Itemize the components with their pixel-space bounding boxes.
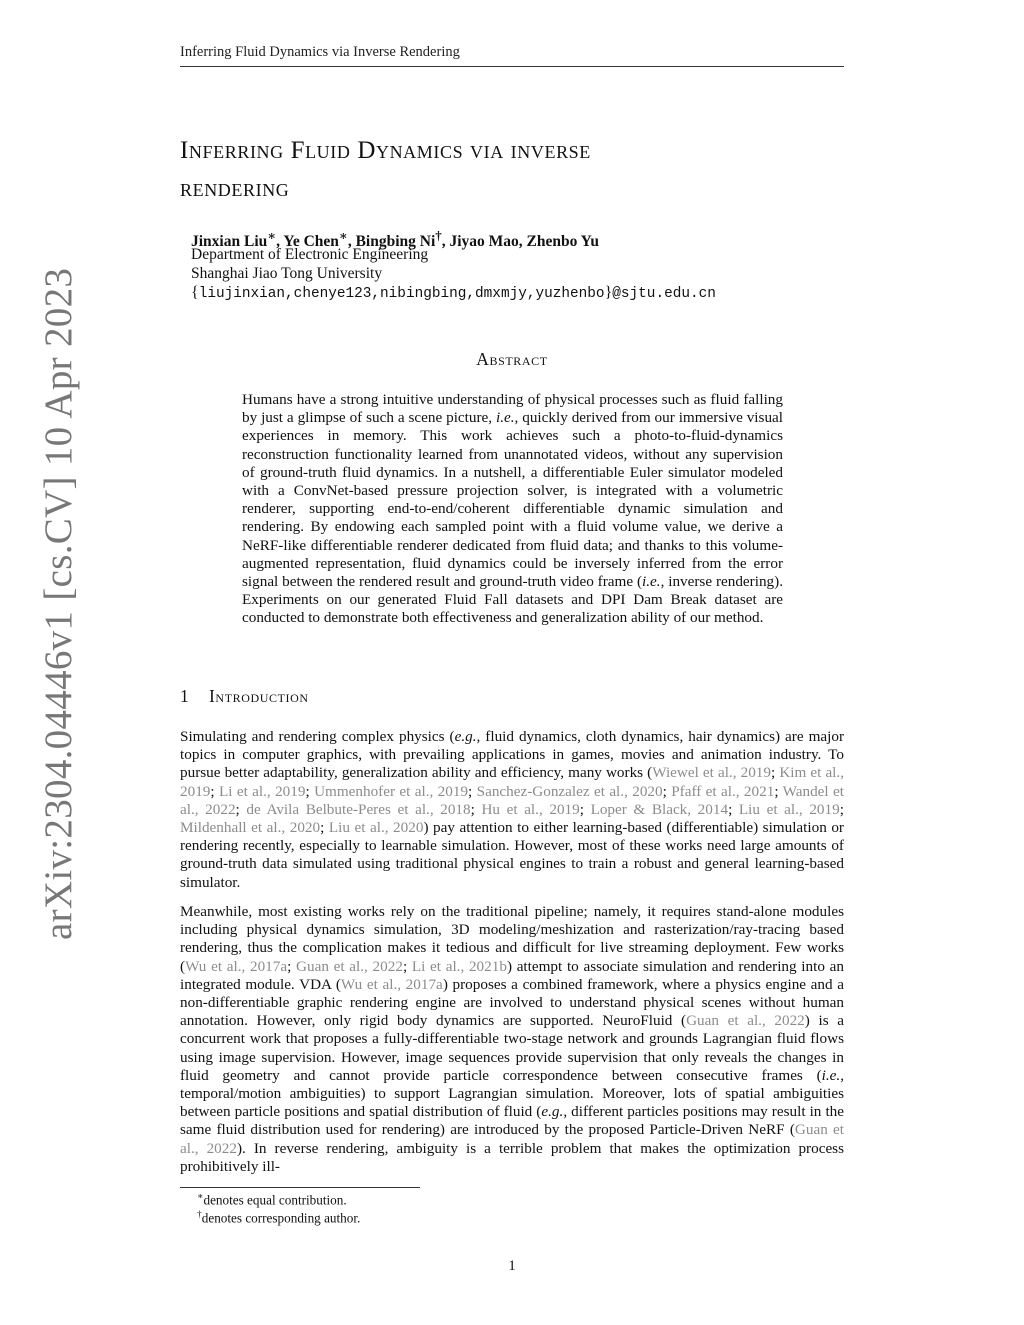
body-text: , temporal/motion ambiguities) to support Lagrangian simulation. Moreover, lots of spatial ambiguities between particle positions and spatial distribution of fluid ( [180, 1066, 844, 1121]
section-number: 1 [180, 686, 190, 706]
author-2: Ye Chen [283, 233, 339, 251]
citation-separator: ; [235, 800, 247, 818]
header-rule [180, 66, 844, 67]
citation-separator: ; [402, 957, 412, 975]
citation-link[interactable]: Guan et al., 2022 [180, 1121, 845, 1157]
brace-close: } [604, 284, 613, 301]
section-title: Introduction [209, 686, 309, 706]
citation-separator: ; [728, 800, 739, 818]
body-italic: i.e. [821, 1066, 841, 1084]
citation-separator: ; [210, 782, 219, 800]
body-text: Simulating and rendering complex physics ( [180, 728, 455, 745]
citation-separator: ; [468, 782, 477, 800]
arxiv-identifier: arXiv:2304.04446v1 [cs.CV] 10 Apr 2023 [37, 267, 80, 940]
citation-link[interactable]: Mildenhall et al., 2020 [180, 819, 321, 837]
citation-link[interactable]: Li et al., 2021b [411, 957, 507, 975]
citation-separator: ; [305, 782, 315, 800]
section-heading-introduction [180, 686, 309, 707]
page-number: 1 [508, 1258, 516, 1274]
citation-separator: ; [320, 819, 329, 837]
citation-link[interactable]: Hu et al., 2019 [481, 800, 580, 818]
body-text: ) attempt to associate simulation and rendering into an integrated module. VDA ( [180, 957, 844, 993]
abstract-text: , quickly derived from our immersive visual experiences in memory. This work achieves such a photo-to-fluid-dynamics reconstruction functionality learned from unannotated videos, without any supervision of ground-truth fluid dynamics. In a nutshell, a differentiable Euler simulator modeled with a ConvNet-based pressure projection solver, is integrated with a volumetric renderer, supporting end-to-end/coherent differentiable dynamic simulation and rendering. By endowing each sampled point with a fluid volume value, we derive a NeRF-like differentiable renderer dedicated from fluid data; and thanks to this volume-augmented representation, fluid dynamics could be inversely inferred from the error signal between the rendered result and ground-truth video frame ( [242, 409, 783, 591]
body-italic: e.g. [454, 728, 477, 745]
abstract-ie: i.e. [495, 409, 515, 427]
abstract-ie: i.e. [642, 573, 661, 591]
body-text: ). In reverse rendering, ambiguity is a terrible problem that makes the optimization process prohibitively ill- [180, 1139, 845, 1175]
body-text: ) pay attention to either learning-based (differentiable) simulation or rendering recently, especially to learnable simulation. However, most of these works need large amounts of ground-truth data simulated using traditional physical engines to train a robust and general learning-based simulator. [180, 819, 844, 891]
citation-separator: ; [470, 800, 482, 818]
email-names: liujinxian,chenye123,nibingbing,dmxmjy,yuzhenbo [198, 286, 605, 302]
citation-separator: ; [774, 782, 783, 800]
author-1: Jinxian Liu [191, 233, 268, 251]
title-line-1: Inferring Fluid Dynamics via inverse [180, 137, 591, 164]
body-text: , different particles positions may result in the same fluid distribution used for rendering) are introduced by the proposed Particle-Driven NeRF ( [180, 1103, 844, 1139]
citation-separator: ; [839, 800, 844, 818]
body-text: , fluid dynamics, cloth dynamics, hair dynamics) are major topics in computer graphics, with prevailing applications in games, movies and animation industry. To pursue better adaptability, generalization ability and efficiency, many works ( [180, 728, 844, 782]
paper-title [180, 132, 844, 208]
equal-contribution-mark: ∗ [267, 228, 277, 243]
body-text: Meanwhile, most existing works rely on the traditional pipeline; namely, it requires stand-alone modules including physical dynamics simulation, 3D modeling/meshization and rasterization/ray-tracing based rendering, thus the complication makes it tedious and difficult for live streaming deployment. Few works ( [180, 903, 844, 975]
footnote-rule [180, 1187, 420, 1188]
citation-link[interactable]: Ummenhofer et al., 2019 [314, 782, 469, 800]
citation-link[interactable]: Guan et al., 2022 [686, 1012, 805, 1030]
author-emails [191, 284, 716, 302]
university: Shanghai Jiao Tong University [191, 265, 383, 282]
abstract-text: , inverse rendering). Experiments on our generated Fluid Fall datasets and DPI Dam Break dataset are conducted to demonstrate both effectiveness and generalization ability of our method. [242, 573, 783, 627]
equal-contribution-mark: ∗ [338, 228, 348, 243]
title-line-2: rendering [180, 175, 290, 202]
citation-link[interactable]: Liu et al., 2020 [328, 819, 424, 837]
author-separator: , [441, 233, 450, 251]
author-3: Bingbing Ni [355, 233, 436, 251]
citation-separator: ; [771, 764, 780, 782]
citation-link[interactable]: Wandel et al., 2022 [180, 782, 844, 818]
citation-link[interactable]: Guan et al., 2022 [296, 957, 403, 975]
footnote-text: denotes corresponding author. [201, 1210, 361, 1226]
citation-link[interactable]: Liu et al., 2019 [738, 800, 840, 818]
citation-link[interactable]: Li et al., 2019 [218, 782, 306, 800]
citation-link[interactable]: Wiewel et al., 2019 [652, 764, 771, 782]
running-head: Inferring Fluid Dynamics via Inverse Rendering [180, 44, 460, 60]
footnote-equal-contribution [197, 1191, 347, 1208]
author-separator: , [347, 233, 356, 251]
email-domain: @sjtu.edu.cn [612, 286, 716, 302]
citation-link[interactable]: Wu et al., 2017a [340, 975, 443, 993]
body-italic: e.g. [541, 1103, 564, 1121]
brace-open: { [191, 284, 199, 301]
authors-rest: Jiyao Mao, Zhenbo Yu [449, 233, 600, 251]
citation-link[interactable]: de Avila Belbute-Peres et al., 2018 [246, 800, 471, 818]
citation-separator: ; [579, 800, 591, 818]
abstract-heading: Abstract [476, 349, 548, 369]
footnote-corresponding-author [197, 1210, 360, 1226]
citation-link[interactable]: Loper & Black, 2014 [590, 800, 729, 818]
abstract-body [242, 391, 783, 628]
body-text: ) is a concurrent work that proposes a fully-differentiable two-stage network and grounds Lagrangian fluid flows using image supervision. However, image sequences provide supervision that only reveals the changes in fluid geometry and cannot provide particle correspondence between consecutive frames ( [180, 1012, 844, 1084]
intro-paragraph-1 [180, 728, 844, 892]
author-separator: , [276, 233, 284, 251]
citation-link[interactable]: Wu et al., 2017a [185, 957, 288, 975]
body-text: ) proposes a combined framework, where a physics engine and a non-differentiable graphic rendering engine are involved to understand physical scenes without human annotation. However, only rigid body dynamics are supported. NeuroFluid ( [180, 975, 845, 1030]
footnote-mark: ∗ [197, 1192, 204, 1202]
citation-link[interactable]: Sanchez-Gonzalez et al., 2020 [476, 782, 663, 800]
citation-link[interactable]: Kim et al., 2019 [180, 764, 844, 800]
citation-separator: ; [287, 957, 297, 975]
abstract-text: Humans have a strong intuitive understanding of physical processes such as fluid falling by just a glimpse of such a scene picture, [242, 391, 783, 427]
footnote-text: denotes equal contribution. [203, 1192, 347, 1208]
corresponding-author-mark: † [435, 228, 442, 243]
citation-separator: ; [662, 782, 672, 800]
intro-paragraph-2 [180, 903, 844, 1176]
department: Department of Electronic Engineering [191, 246, 429, 263]
footnote-mark: † [197, 1210, 202, 1220]
citation-link[interactable]: Pfaff et al., 2021 [671, 782, 775, 800]
